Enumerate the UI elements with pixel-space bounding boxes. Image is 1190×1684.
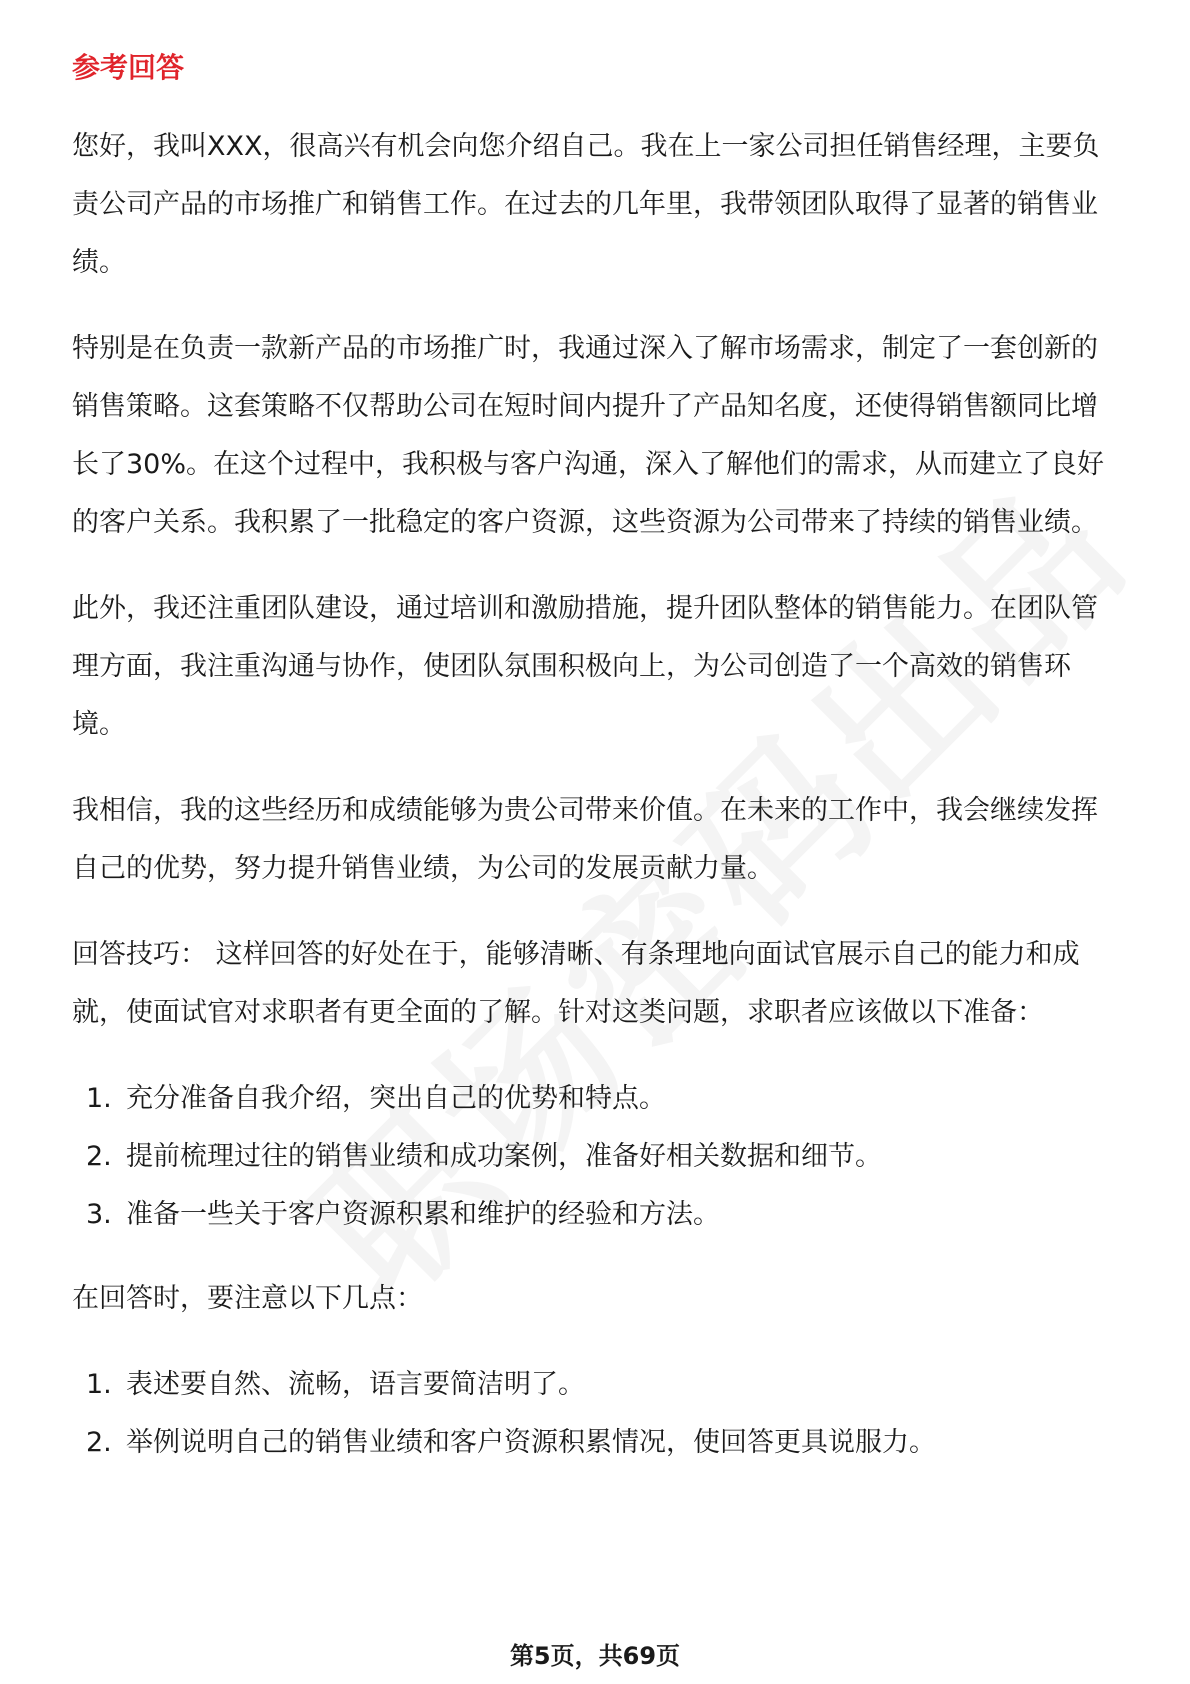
list-item-number: 2.: [86, 1141, 112, 1172]
list-item: [72, 1070, 1122, 1128]
notes-intro: 在回答时，要注意以下几点：: [72, 1283, 423, 1314]
list-item: [72, 1414, 1122, 1472]
list-item-number: 3.: [86, 1199, 112, 1230]
tips-paragraph: 回答技巧： 这样回答的好处在于，能够清晰、有条理地向面试官展示自己的能力和成就，使面试官对求职者有更全面的了解。针对这类问题，求职者应该做以下准备：: [72, 939, 1080, 1028]
list-item-number: 1.: [86, 1083, 112, 1114]
answer-paragraph-1: 您好，我叫XXX，很高兴有机会向您介绍自己。我在上一家公司担任销售经理，主要负责公司产品的市场推广和销售工作。在过去的几年里，我带领团队取得了显著的销售业绩。: [72, 131, 1100, 278]
answer-paragraph-4: 我相信，我的这些经历和成绩能够为贵公司带来价值。在未来的工作中，我会继续发挥自己的优势，努力提升销售业绩，为公司的发展贡献力量。: [72, 795, 1098, 884]
list-item-text: 提前梳理过往的销售业绩和成功案例，准备好相关数据和细节。: [126, 1141, 882, 1172]
answer-paragraph-3: 此外，我还注重团队建设，通过培训和激励措施，提升团队整体的销售能力。在团队管理方面，我注重沟通与协作，使团队氛围积极向上，为公司创造了一个高效的销售环境。: [72, 593, 1098, 740]
list-item: [72, 1128, 1122, 1186]
list-item-text: 准备一些关于客户资源积累和维护的经验和方法。: [126, 1199, 720, 1230]
content-area: [72, 48, 1122, 1498]
list-item: [72, 1186, 1122, 1244]
page-number-footer: 第5页，共69页: [509, 1642, 681, 1670]
list-item-text: 充分准备自我介绍，突出自己的优势和特点。: [126, 1083, 666, 1114]
list-item-number: 1.: [86, 1369, 112, 1400]
list-item-text: 表述要自然、流畅，语言要简洁明了。: [126, 1369, 585, 1400]
notes-list: [72, 1356, 1122, 1472]
section-heading: 参考回答: [72, 51, 185, 84]
list-item-number: 2.: [86, 1427, 112, 1458]
answer-paragraph-2: 特别是在负责一款新产品的市场推广时，我通过深入了解市场需求，制定了一套创新的销售策略。这套策略不仅帮助公司在短时间内提升了产品知名度，还使得销售额同比增长了30%。在这个过程中，我积极与客户沟通，深入了解他们的需求，从而建立了良好的客户关系。我积累了一批稳定的客户资源，这些资源为公司带来了持续的销售业绩。: [72, 333, 1105, 538]
preparation-list: [72, 1070, 1122, 1244]
list-item-text: 举例说明自己的销售业绩和客户资源积累情况，使回答更具说服力。: [126, 1427, 936, 1458]
list-item: [72, 1356, 1122, 1414]
